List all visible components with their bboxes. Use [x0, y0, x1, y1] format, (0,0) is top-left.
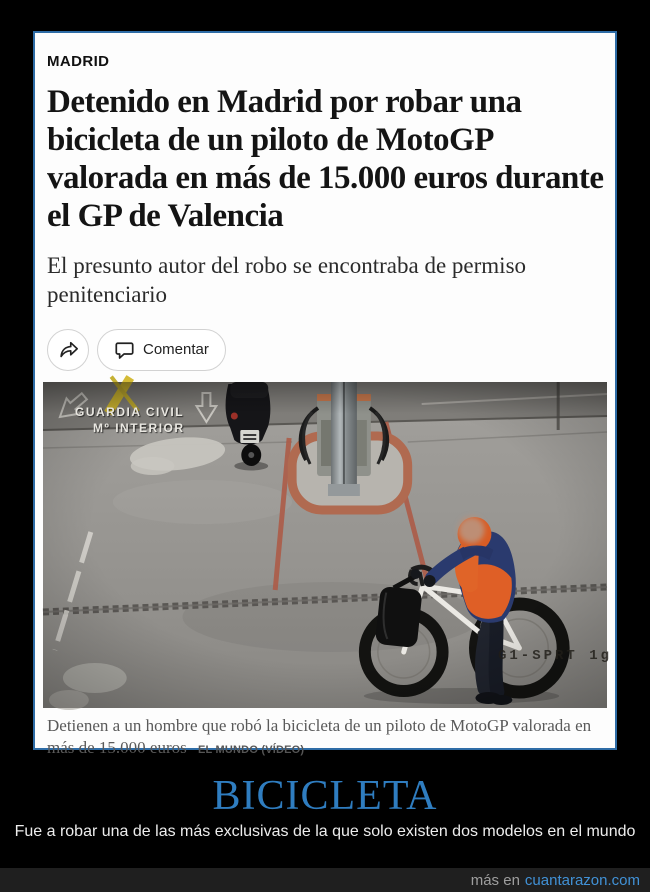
cctv-photo	[43, 382, 613, 708]
share-button[interactable]	[47, 329, 89, 371]
comment-bubble-icon	[114, 339, 135, 360]
photo-caption	[47, 715, 603, 760]
meme-subtitle: Fue a robar una de las más exclusivas de la que solo existen dos modelos en el mundo	[14, 823, 636, 840]
section-kicker: MADRID	[47, 53, 110, 70]
photo-caption-credit: EL MUNDO (VÍDEO)	[198, 744, 305, 757]
share-arrow-icon	[57, 339, 79, 361]
news-article-card	[33, 31, 617, 758]
site-footer-bar	[0, 868, 650, 892]
article-content	[35, 33, 615, 766]
comment-button-label: Comentar	[143, 341, 209, 359]
article-subheadline: El presunto autor del robo se encontraba de permiso penitenciario	[47, 252, 527, 307]
ground-stencil-text: G1-SPRT 1g	[498, 647, 613, 664]
article-headline: Detenido en Madrid por robar una bicicleta de un piloto de MotoGP valorada en más de 15.000 euros durante el GP de Valencia	[47, 84, 604, 234]
comment-button[interactable]	[97, 329, 226, 371]
footer-prefix-text: más en	[470, 871, 520, 889]
article-action-bar	[47, 329, 607, 371]
guardia-civil-watermark-line2: Mº INTERIOR	[93, 420, 185, 435]
footer-site-link[interactable]: cuantarazon.com	[524, 871, 640, 889]
guardia-civil-watermark-line1: GUARDIA CIVIL	[75, 404, 185, 419]
photo-caption-text: Detienen a un hombre que robó la bicicleta de un piloto de MotoGP valorada en más de 15.000 euros	[47, 715, 592, 758]
meme-title: BICICLETA	[212, 773, 438, 819]
